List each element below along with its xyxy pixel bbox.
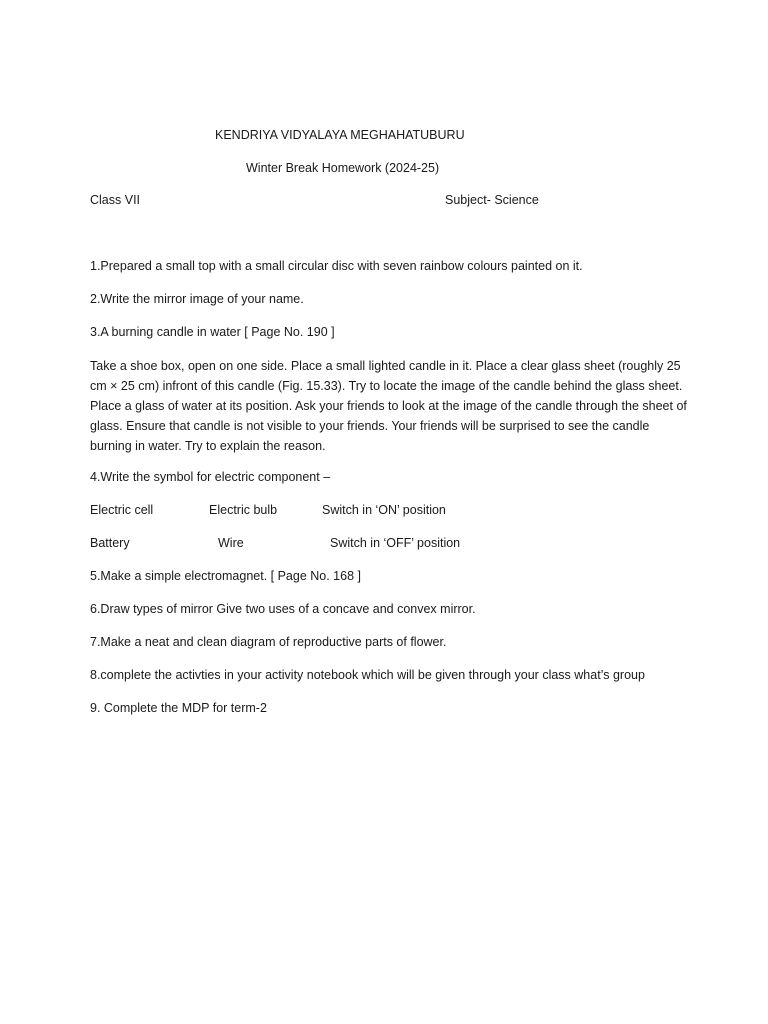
question-9: 9. Complete the MDP for term-2	[90, 701, 267, 715]
component-electric-bulb: Electric bulb	[209, 503, 278, 517]
component-wire: Wire	[218, 536, 244, 550]
component-switch-on: Switch in ‘ON’ position	[322, 503, 446, 517]
homework-title: Winter Break Homework (2024-25)	[246, 161, 440, 175]
question-3: 3.A burning candle in water [ Page No. 190 ]	[90, 325, 335, 339]
component-battery: Battery	[90, 536, 130, 550]
component-electric-cell: Electric cell	[90, 503, 154, 517]
question-2: 2.Write the mirror image of your name.	[90, 292, 304, 306]
school-name: KENDRIYA VIDYALAYA MEGHAHATUBURU	[215, 128, 465, 142]
question-1: 1.Prepared a small top with a small circular disc with seven rainbow colours painted on it.	[90, 259, 583, 273]
subject-label: Subject- Science	[445, 193, 539, 207]
question-8: 8.complete the activties in your activity notebook which will be given through your class what’s group	[90, 668, 645, 682]
question-7: 7.Make a neat and clean diagram of reproductive parts of flower.	[90, 635, 447, 649]
question-4: 4.Write the symbol for electric component –	[90, 470, 331, 484]
component-switch-off: Switch in ‘OFF’ position	[330, 536, 461, 550]
question-6: 6.Draw types of mirror Give two uses of a concave and convex mirror.	[90, 602, 476, 616]
class-label: Class VII	[90, 193, 141, 207]
question-3-instructions: Take a shoe box, open on one side. Place a small lighted candle in it. Place a clear glass sheet (roughly 25 cm × 25 cm) infront of this candle (Fig. 15.33). Try to locate the image of the candle behind the glass sheet. Place a glass of water at its position. Ask your friends to look at the image of the candle through the sheet of glass. Ensure that candle is not visible to your friends. Your friends will be surprised to see the candle burning in water. Try to explain the reason.	[90, 359, 687, 453]
question-5: 5.Make a simple electromagnet. [ Page No. 168 ]	[90, 569, 361, 583]
